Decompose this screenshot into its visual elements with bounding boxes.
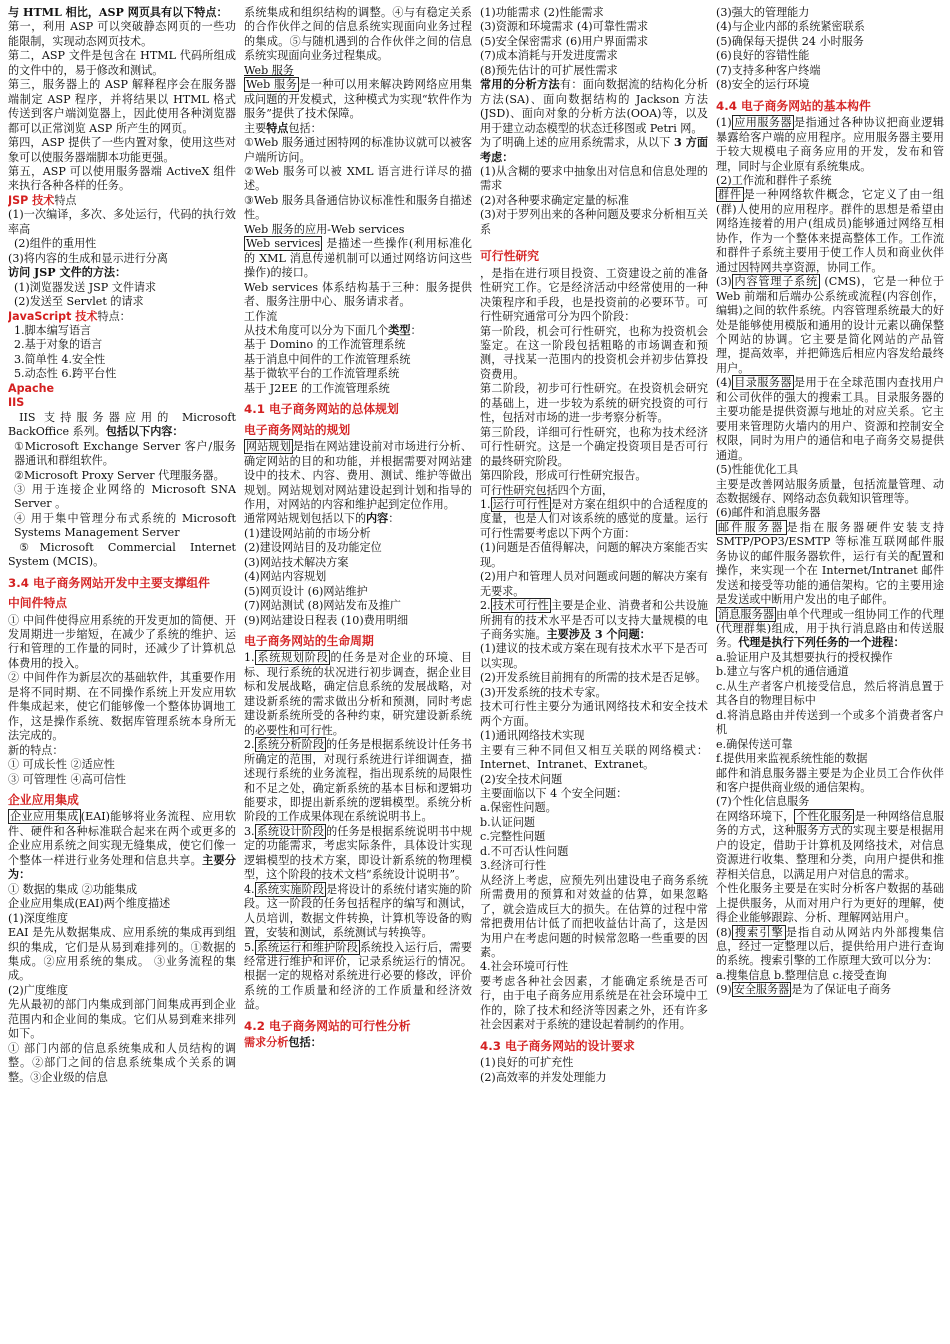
text-run: 2.: [480, 599, 491, 613]
bold-text: 特点: [266, 121, 289, 135]
section-heading: 4.2 电子商务网站的可行性分析: [244, 1018, 411, 1033]
paragraph: 第四，ASP 提供了一些内置对象，使用这些对象可以使服务器端脚本功能更强。: [8, 136, 236, 164]
text-run: 是一种网络信息服务的方式，这种服务方式的实现主要是根据用户的设定，借助于计算机及网络技术，对信息资源进行收集、整理和分类，向用户提供和推荐相关信息，以满足用户对信息的需求。: [716, 809, 944, 881]
paragraph: 访问 JSP 文件的方法：: [8, 266, 127, 280]
text-run: 的任务是对企业的环境、目标、现行系统的状况进行初步调查，据企业目标和发展战略，确定信息系统的发展战略，对建设新系统的需求做出分析和预测，同时考虑建设新系统所受的各种约束，研究建设新系统的必要性和可行性。: [244, 651, 472, 737]
highlight-term: 需求分析: [244, 1036, 289, 1050]
text-run: 从技术角度可以分为下面几个: [244, 323, 389, 337]
paragraph: 基于微软平台的工作流管理系统: [244, 367, 400, 381]
paragraph: c.从生产者客户机接受信息，然后将消息置于其各自的物理目标中: [716, 679, 944, 708]
paragraph: d.不可否认性问题: [480, 844, 569, 858]
text-run: 是指在网站建设前对市场进行分析、确定网站的目的和功能，并根据需要对网站建设中的技术、内容、费用、测试、维护等做出规划。网站规划对网站建设起到计划和指导的作用，对网站的内容和维护起到定位作用。: [244, 440, 472, 511]
paragraph: 新的特点：: [8, 743, 64, 757]
paragraph: a.保密性问题。: [480, 801, 557, 815]
document-page: [8, 6, 944, 1338]
paragraph: (9)网站建设日程表 (10)费用明细: [244, 613, 409, 627]
text-run: (4): [716, 376, 732, 390]
paragraph: (1)问题是否值得解决，问题的解决方案能否实现。: [480, 541, 708, 569]
paragraph: ①Web 服务通过困特网的标准协议就可以被客户端所访问。: [244, 136, 472, 164]
boxed-term: 消息服务器: [718, 607, 775, 621]
paragraph: 第三阶段，详细可行性研究，也称为技术经济可行性研究。这是一个确定投资项目是否可行的最终研究阶段。: [480, 425, 708, 468]
text-run: 是为了保证电子商务: [791, 983, 892, 997]
paragraph: (5)确保每天提供 24 小时服务: [716, 34, 864, 48]
paragraph: 第二阶段，初步可行性研究。在投资机会研究的基础上，进一步较为系统的研究投资的可行性，包括对市场的进一步考察分析等。: [480, 382, 708, 425]
paragraph: [716, 608, 944, 651]
paragraph: [480, 599, 708, 642]
paragraph: (1)从含糊的要求中抽象出对信息和信息处理的需求: [480, 164, 708, 193]
paragraph: (7)个性化信息服务: [716, 795, 810, 809]
paragraph: ，是指在进行项目投资、工资建设之前的准备性研究工作。它是经济活动中经常使用的一种决策程序和手段，也是投资前的必要环节。可行性研究通常可分为四个阶段：: [480, 266, 708, 324]
paragraph: (2)工作流和群件子系统: [716, 173, 832, 187]
text-run: 是对方案在组织中的合适程度的度量，也是人们对该系统的感觉的度量。运行可行性需要考虑以下两个方面：: [480, 497, 708, 540]
text-run: 主要: [244, 121, 267, 135]
section-heading: 中间件特点: [8, 596, 67, 611]
paragraph: ②Web 服务可以被 XML 语言进行详尽的描述。: [244, 164, 472, 193]
paragraph: [244, 738, 472, 825]
paragraph: [244, 883, 472, 941]
paragraph: [244, 651, 472, 738]
boxed-term: 个性化服务: [796, 809, 853, 823]
paragraph: (3)强大的管理能力: [716, 6, 810, 19]
boxed-term: 系统实施阶段: [256, 882, 325, 896]
text-run: (EAI)能够将业务流程、应用软件、硬件和各种标准联合起来在两个或更多的企业应用系统之间实现无缝集成，使它们像一个整体一样进行业务处理和信息共享。: [8, 810, 236, 867]
paragraph: ②Microsoft Proxy Server 代理服务器。: [14, 468, 225, 482]
paragraph: [8, 810, 236, 882]
paragraph: (2)发送至 Servlet 的请求: [14, 295, 144, 309]
text-column-1: [8, 6, 236, 1338]
paragraph: Web services 体系结构基于三种：服务提供者、服务注册中心、服务请求者。: [244, 280, 472, 309]
paragraph: (7)成本消耗与开发进度需求: [480, 49, 618, 63]
text-run: 为了明确上述的应用系统需求，从以下: [480, 136, 675, 150]
text-run: 是指通过各种协议把商业逻辑暴露给客户端的应用程序。应用服务器主要用于较大规模电子商务应用的开发，发布和管理，同时与企业原有系统集成。: [716, 116, 944, 173]
paragraph: 3.简单性 4.安全性: [14, 352, 106, 366]
paragraph: b.建立与客户机的通信通道: [716, 665, 849, 679]
boxed-term: 系统分析阶段: [256, 738, 325, 752]
paragraph: (2)组件的重用性: [14, 237, 97, 251]
paragraph: ① 可成长性 ②适应性: [8, 758, 115, 772]
paragraph: (2)开发系统目前拥有的所需的技术是否足够。: [480, 671, 707, 685]
paragraph: (2)用户和管理人员对问题或问题的解决方案有无要求。: [480, 570, 708, 598]
boxed-term: 搜索引擎: [733, 925, 784, 939]
paragraph: (1)浏览器发送 JSP 文件请求: [14, 280, 157, 294]
paragraph: (7)支持多种客户终端: [716, 63, 821, 77]
text-run: 是指自动从网站内外部搜集信息，经过一定整理以后，提供给用户进行查询的系统。搜索引擎的工作原理大致可以分为：: [716, 925, 944, 968]
boxed-term: 网站规划: [246, 440, 291, 454]
text-run: 是用于在全球范围内查找用户和公司伙伴的强大的搜索工具。目录服务器的主要功能是提供资源与地址的对应关系。它主要用来管理防火墙内的用户、资源和控制安全权限，同时为用户的通信和电子商务交易提供通道。: [716, 376, 944, 462]
text-run: 的任务是根据系统说明书中规定的功能需求，考虑实际条件，具体设计实现逻辑模型的技术方案，即设计新系统的物理模型，这个阶段的技术文档“系统设计说明书”。: [244, 824, 472, 882]
paragraph: (3)资源和环境需求 (4)可靠性需求: [480, 20, 649, 34]
section-heading: 电子商务网站的规划: [244, 422, 351, 437]
paragraph: [716, 116, 944, 174]
paragraph: [480, 498, 708, 541]
section-heading: 4.1 电子商务网站的总体规划: [244, 402, 399, 417]
paragraph: 第一，利用 ASP 可以突破静态网页的一些功能限制，实现动态网页技术。: [8, 20, 236, 48]
boxed-term: 内容管理子系统: [733, 275, 819, 289]
paragraph: 可行性研究包括四个方面，: [480, 483, 614, 497]
text-run: (1): [716, 116, 732, 130]
boxed-term: 技术可行性: [492, 599, 549, 613]
paragraph: 主要是改善网站服务质量，包括流量管理、动态数据缓存、网络动态负载知识管理等。: [716, 477, 944, 505]
paragraph: (3)开发系统的技术专家。: [480, 685, 607, 699]
paragraph: [716, 275, 944, 376]
paragraph: [8, 194, 236, 208]
text-run: 通常网站规划包括以下的: [244, 512, 367, 526]
bold-text: 类型: [388, 323, 411, 337]
boxed-term: 运行可行性: [492, 497, 549, 511]
paragraph: [244, 512, 472, 526]
paragraph: (8)安全的运行环境: [716, 78, 810, 92]
bold-text: 代理是执行下列任务的一个进程：: [738, 636, 905, 650]
text-run: 5.: [244, 940, 255, 954]
paragraph: 第四阶段，形成可行性研究报告。: [480, 469, 647, 483]
paragraph: [244, 78, 472, 121]
text-run: 系统投入运行后，需要经常进行维护和评价，记录系统运行的情况。根据一定的规格对系统进行必要的修改，评价系统的工作质量和经济的工作质量和经济效益。: [244, 940, 472, 1012]
paragraph: c.完整性问题: [480, 830, 546, 844]
paragraph: (5)网页设计 (6)网站维护: [244, 584, 368, 598]
paragraph: 5.动态性 6.跨平台性: [14, 367, 117, 381]
paragraph: (3)网站技术解决方案: [244, 555, 349, 569]
section-heading: IIS: [8, 396, 25, 410]
paragraph: (8)预先估计的可扩展性需求: [480, 63, 618, 77]
text-run: 4.: [244, 882, 255, 896]
text-run: 是描述一些操作(利用标准化的 XML 消息传递机制可以通过网络访问这些操作)的接口。: [244, 237, 472, 280]
text-run: 有：面向数据流的结构化分析方法(SA)、面向数据结构的 Jackson 方法(JSD)、面向对象的分析方法(OOA)等，以及用于建立动态模型的状态迁移图或 Petri 网。: [480, 78, 708, 135]
text-run: (8): [716, 925, 732, 939]
paragraph: 第一阶段，机会可行性研究，也称为投资机会鉴定。在这一阶段包括粗略的市场调查和预测，寻找某一范围内的投资机会并初步估算投资费用。: [480, 324, 708, 381]
text-run: (9): [716, 983, 732, 997]
paragraph: (1)深度维度: [8, 911, 69, 925]
paragraph: ③ 可管理性 ④高可信性: [8, 772, 126, 786]
paragraph: ④ 用于集中管理分布式系统的 Microsoft Systems Management Server: [14, 511, 236, 540]
boxed-term: 应用服务器: [733, 116, 793, 130]
paragraph: [244, 122, 472, 136]
paragraph: f.提供用来监视系统性能的数据: [716, 752, 868, 766]
paragraph: (1)功能需求 (2)性能需求: [480, 6, 604, 19]
boxed-term: 企业应用集成: [10, 810, 79, 824]
section-heading: 4.4 电子商务网站的基本构件: [716, 98, 871, 113]
paragraph: [716, 926, 944, 969]
text-column-2: [244, 6, 472, 1338]
paragraph: 第三，服务器上的 ASP 解释程序会在服务器端制定 ASP 程序，并将结果以 HTML 格式传送到客户端浏览器上，因此使用各种浏览器都可以正常浏览 ASP 所产生的网页。: [8, 78, 236, 135]
paragraph: Web 服务的应用-Web services: [244, 222, 405, 236]
paragraph: [716, 983, 944, 997]
boxed-term: 安全服务器: [733, 983, 790, 997]
paragraph: 从经济上考虑，应预先列出建设电子商务系统所需费用的预算和对效益的估算，如果忽略了，就会造成巨大的损失。在估算的过程中常常把费用估计低了而把收益估计高了，这是因为用户在考虑问题的时候常忽略一些重要的因素。: [480, 873, 708, 959]
paragraph: (1)良好的可扩充性: [480, 1056, 574, 1070]
paragraph: 先从最初的部门内集成到部门间集成再到企业范围内和企业间的集成。它们从易到难来排列如下。: [8, 998, 236, 1041]
paragraph: [716, 376, 944, 463]
text-run: 由单个代理或一组协同工作的代理(代理群集)组成，用于执行消息路由和传送服务。: [716, 607, 944, 650]
text-run: 3.: [244, 824, 255, 838]
paragraph: (3)将内容的生成和显示进行分离: [8, 251, 168, 265]
paragraph: (1)通讯网络技术实现: [480, 729, 585, 743]
boxed-term: Web 服务: [246, 78, 298, 92]
paragraph: ③Web 服务具备通信协议标准性和服务自描述性。: [244, 193, 472, 222]
section-heading: 3.4 电子商务网站开发中主要支撑组件: [8, 575, 210, 590]
paragraph: 2.基于对象的语言: [14, 338, 103, 352]
text-run: 1.: [480, 497, 491, 511]
text-run: 是一种网络软件概念，它定义了由一组(群)人使用的应用程序。群件的思想是希望由网络连接着的用户(组成员)能够通过网络互相协作，作为一个整体来提高整体工作。工作流和群件子系统主要用于使工作人员和商业伙伴通过因特网共享资源，协同工作。: [716, 188, 944, 274]
paragraph: [8, 411, 236, 440]
section-heading: 4.3 电子商务网站的设计要求: [480, 1038, 635, 1053]
paragraph: (4)与企业内部的系统紧密联系: [716, 20, 865, 34]
bold-text: 主要涉及 3 个问题：: [546, 628, 651, 642]
paragraph: 要考虑各种社会因素，才能确定系统是否可行，由于电子商务应用系统是在社会环境中工作的，除了技术和经济等因素之外，还有许多社会因素对于系统的建设起着制约的作用。: [480, 974, 708, 1032]
paragraph: (2)高效率的并发处理能力: [480, 1070, 607, 1084]
paragraph: 基于 Domino 的工作流管理系统: [244, 338, 406, 352]
paragraph: ① 数据的集成 ②功能集成: [8, 882, 138, 896]
paragraph: [8, 310, 236, 324]
paragraph: ① 部门内部的信息系统集成和人员结构的调整。②部门之间的信息系统集成个关系的调整。③企业级的信息: [8, 1041, 236, 1084]
paragraph: 1.脚本编写语言: [14, 323, 92, 337]
text-column-4: [716, 6, 944, 1338]
bold-text: 主要分为：: [8, 853, 236, 882]
text-run: 是将设计的系统付诸实施的阶段。这一阶段的任务包括程序的编写和测试，人员培训，数据文件转换，计算机等设备的购置，安装和测试，系统测试与转换等。: [244, 882, 472, 940]
paragraph: 个性化服务主要是在实时分析客户数据的基础上提供服务，从而对用户行为更好的理解，使得企业能够跟踪、分析、理解网站用户。: [716, 882, 944, 925]
boxed-term: 系统运行和维护阶段: [256, 940, 358, 954]
boxed-term: 系统规划阶段: [256, 651, 329, 665]
paragraph: (7)网站测试 (8)网站发布及推广: [244, 599, 401, 613]
text-run: 主要是企业、消费者和公共设施所拥有的技术水平是否可以支持大量规模的电子商务实施。: [480, 599, 708, 642]
text-run: 是指在服务器硬件安装支持 SMTP/POP3/ESMTP 等标准互联网邮件服务协议的邮件服务器软件，运行有关的配置和操作，来实现一个在 Internet/Intranet 邮件发送和接受等功能的通信架构。它的主要用途是发送或中断用户发出的电子邮件。: [716, 520, 944, 607]
text-column-3: [480, 6, 708, 1338]
bold-text: 内容: [366, 512, 389, 526]
paragraph: d.将消息路由并传送到一个或多个消费者客户机: [716, 708, 944, 737]
highlight-term: JavaScript 技术: [8, 309, 98, 323]
highlight-term: JSP 技术: [8, 193, 55, 207]
paragraph: [480, 136, 708, 165]
section-heading: Apache: [8, 381, 55, 395]
text-run: (CMS)，它是一种位于 Web 前端和后端办公系统或流程(内容创作，编辑)之间的软件系统。内容管理系统最大的好处是能够使用模版和通用的设计元素以确保整个网站的协调。它主要是简化网站的产品管理，提高效率，并把筛选后相应内容发给最终用户。: [716, 275, 944, 375]
text-run: 1.: [244, 651, 255, 665]
paragraph: ③ 用于连接企业网络的 Microsoft SNA Server 。: [14, 482, 236, 511]
bold-text: 包括：: [288, 1036, 322, 1050]
paragraph: (2)安全技术问题: [480, 772, 563, 786]
paragraph: e.确保传送可靠: [716, 737, 793, 751]
paragraph: [480, 78, 708, 136]
boxed-term: Web services: [246, 237, 321, 251]
paragraph: 第五，ASP 可以使用服务器端 ActiveX 组件来执行各种各样的任务。: [8, 164, 236, 193]
paragraph: [716, 188, 944, 275]
paragraph: [716, 810, 944, 882]
paragraph: 主要有三种不同但又相互关联的网络模式：Internet、Intranet、Extranet。: [480, 743, 708, 772]
paragraph: 与 HTML 相比，ASP 网页具有以下特点：: [8, 6, 228, 19]
paragraph: [244, 237, 472, 280]
paragraph: a.搜集信息 b.整理信息 c.接受查询: [716, 968, 887, 982]
boxed-term: 群件: [718, 188, 742, 202]
paragraph: 第二，ASP 文件是包含在 HTML 代码所组成的文件中的，易于修改和测试。: [8, 49, 236, 77]
boxed-term: 目录服务器: [733, 376, 793, 390]
paragraph: (5)安全保密需求 (6)用户界面需求: [480, 34, 649, 48]
paragraph: Web 服务: [244, 63, 294, 77]
boxed-term: 系统设计阶段: [256, 824, 325, 838]
paragraph: (5)性能优化工具: [716, 463, 799, 477]
bold-text: 常用的分析方法: [480, 78, 560, 92]
paragraph: ⑤Microsoft Commercial Internet System (MCIS)。: [8, 540, 236, 569]
paragraph: EAI 是先从数据集成、应用系统的集成再到组织的集成，它们是从易到难排列的。①数据的集成。②应用系统的集成。 ③业务流程的集成。: [8, 926, 236, 983]
paragraph: 基于 J2EE 的工作流管理系统: [244, 381, 390, 395]
paragraph: (4)网站内容规划: [244, 570, 327, 584]
paragraph: (1)一次编译，多次、多处运行，代码的执行效率高: [8, 208, 236, 236]
paragraph: 系统集成和组织结构的调整。④与有稳定关系的合作伙伴之间的信息系统实现面向业务过程的集成。⑤与随机遇到的合作伙伴之间的信息系统实现面向业务过程集成。: [244, 6, 472, 63]
text-run: 在网络环境下，: [716, 809, 795, 823]
paragraph: (2)广度维度: [8, 983, 69, 997]
paragraph: 技术可行性主要分为通讯网络技术和安全技术两个方面。: [480, 700, 708, 728]
text-run: 特点: [54, 193, 77, 207]
text-run: ：: [388, 512, 400, 526]
paragraph: (1)建议的技术或方案在现有技术水平下是否可以实现。: [480, 642, 708, 670]
bold-text: 3 方面考虑：: [480, 136, 708, 164]
boxed-term: 邮件服务器: [718, 520, 785, 534]
paragraph: a.验证用户及其想要执行的授权操作: [716, 650, 893, 664]
text-run: 特点：: [97, 309, 131, 323]
paragraph: ① 中间件使得应用系统的开发更加的简便、开发周期进一步缩短，在减少了系统的维护、运行和管理的工作量的同时，还减少了计算机总体费用的投入。: [8, 613, 236, 670]
paragraph: (2)建设网站目的及功能定位: [244, 541, 382, 555]
paragraph: 4.社会环境可行性: [480, 960, 569, 974]
text-run: 2.: [244, 738, 255, 752]
paragraph: (2)对各种要求确定定量的标准: [480, 193, 629, 207]
paragraph: (6)良好的容错性能: [716, 49, 810, 63]
paragraph: 3.经济可行性: [480, 859, 547, 873]
paragraph: b.认证问题: [480, 815, 536, 829]
paragraph: (6)邮件和消息服务器: [716, 506, 821, 520]
paragraph: [244, 324, 472, 338]
text-run: ：: [410, 323, 422, 337]
paragraph: (3)对于罗列出来的各种问题及要求分析相互关系: [480, 208, 708, 236]
paragraph: [480, 237, 708, 243]
paragraph: 企业应用集成(EAI)两个维度描述: [8, 897, 171, 911]
paragraph: 邮件和消息服务器主要是为企业员工合作伙伴和客户提供商业级的通信架构。: [716, 766, 944, 795]
paragraph: [244, 941, 472, 1013]
bold-text: 包括以下内容：: [105, 425, 184, 439]
paragraph: 主要面临以下 4 个安全问题：: [480, 787, 628, 801]
paragraph: ①Microsoft Exchange Server 客户/服务器通讯和群组软件。: [14, 439, 236, 468]
section-heading: 可行性研究: [480, 249, 539, 264]
paragraph: [244, 825, 472, 883]
paragraph: [244, 1036, 472, 1050]
text-run: 包括：: [288, 121, 322, 135]
paragraph: 基于消息中间件的工作流管理系统: [244, 352, 411, 366]
section-heading: 电子商务网站的生命周期: [244, 634, 374, 649]
text-run: 的任务是根据系统设计任务书所确定的范围，对现行系统进行详细调查，描述现行系统的业务流程，指出现系统的局限性和不足之处，确定新系统的基本目标和逻辑功能要求，即提出新系统的逻辑模型。系统分析阶段的工作成果体现在系统说明书上。: [244, 738, 472, 824]
paragraph: [716, 521, 944, 608]
paragraph: ② 中间件作为新层次的基础软件，其重要作用是将不同时期、在不同操作系统上开发应用软件集成起来，使它们能够像一个整体协调地工作，这是操作系统、数据库管理系统本身所无法完成的。: [8, 671, 236, 743]
paragraph: 工作流: [244, 309, 278, 323]
text-run: (3): [716, 275, 732, 289]
paragraph: [244, 440, 472, 512]
section-heading: 企业应用集成: [8, 793, 79, 808]
text-run: IIS 支持服务器应用的 Microsoft BackOffice 系列。: [8, 410, 236, 439]
text-run: 是一种可以用来解决跨网络应用集成问题的开发模式，这种模式为实现“软件作为服务”提供了技术保障。: [244, 78, 472, 121]
paragraph: (1)建设网站前的市场分析: [244, 526, 371, 540]
